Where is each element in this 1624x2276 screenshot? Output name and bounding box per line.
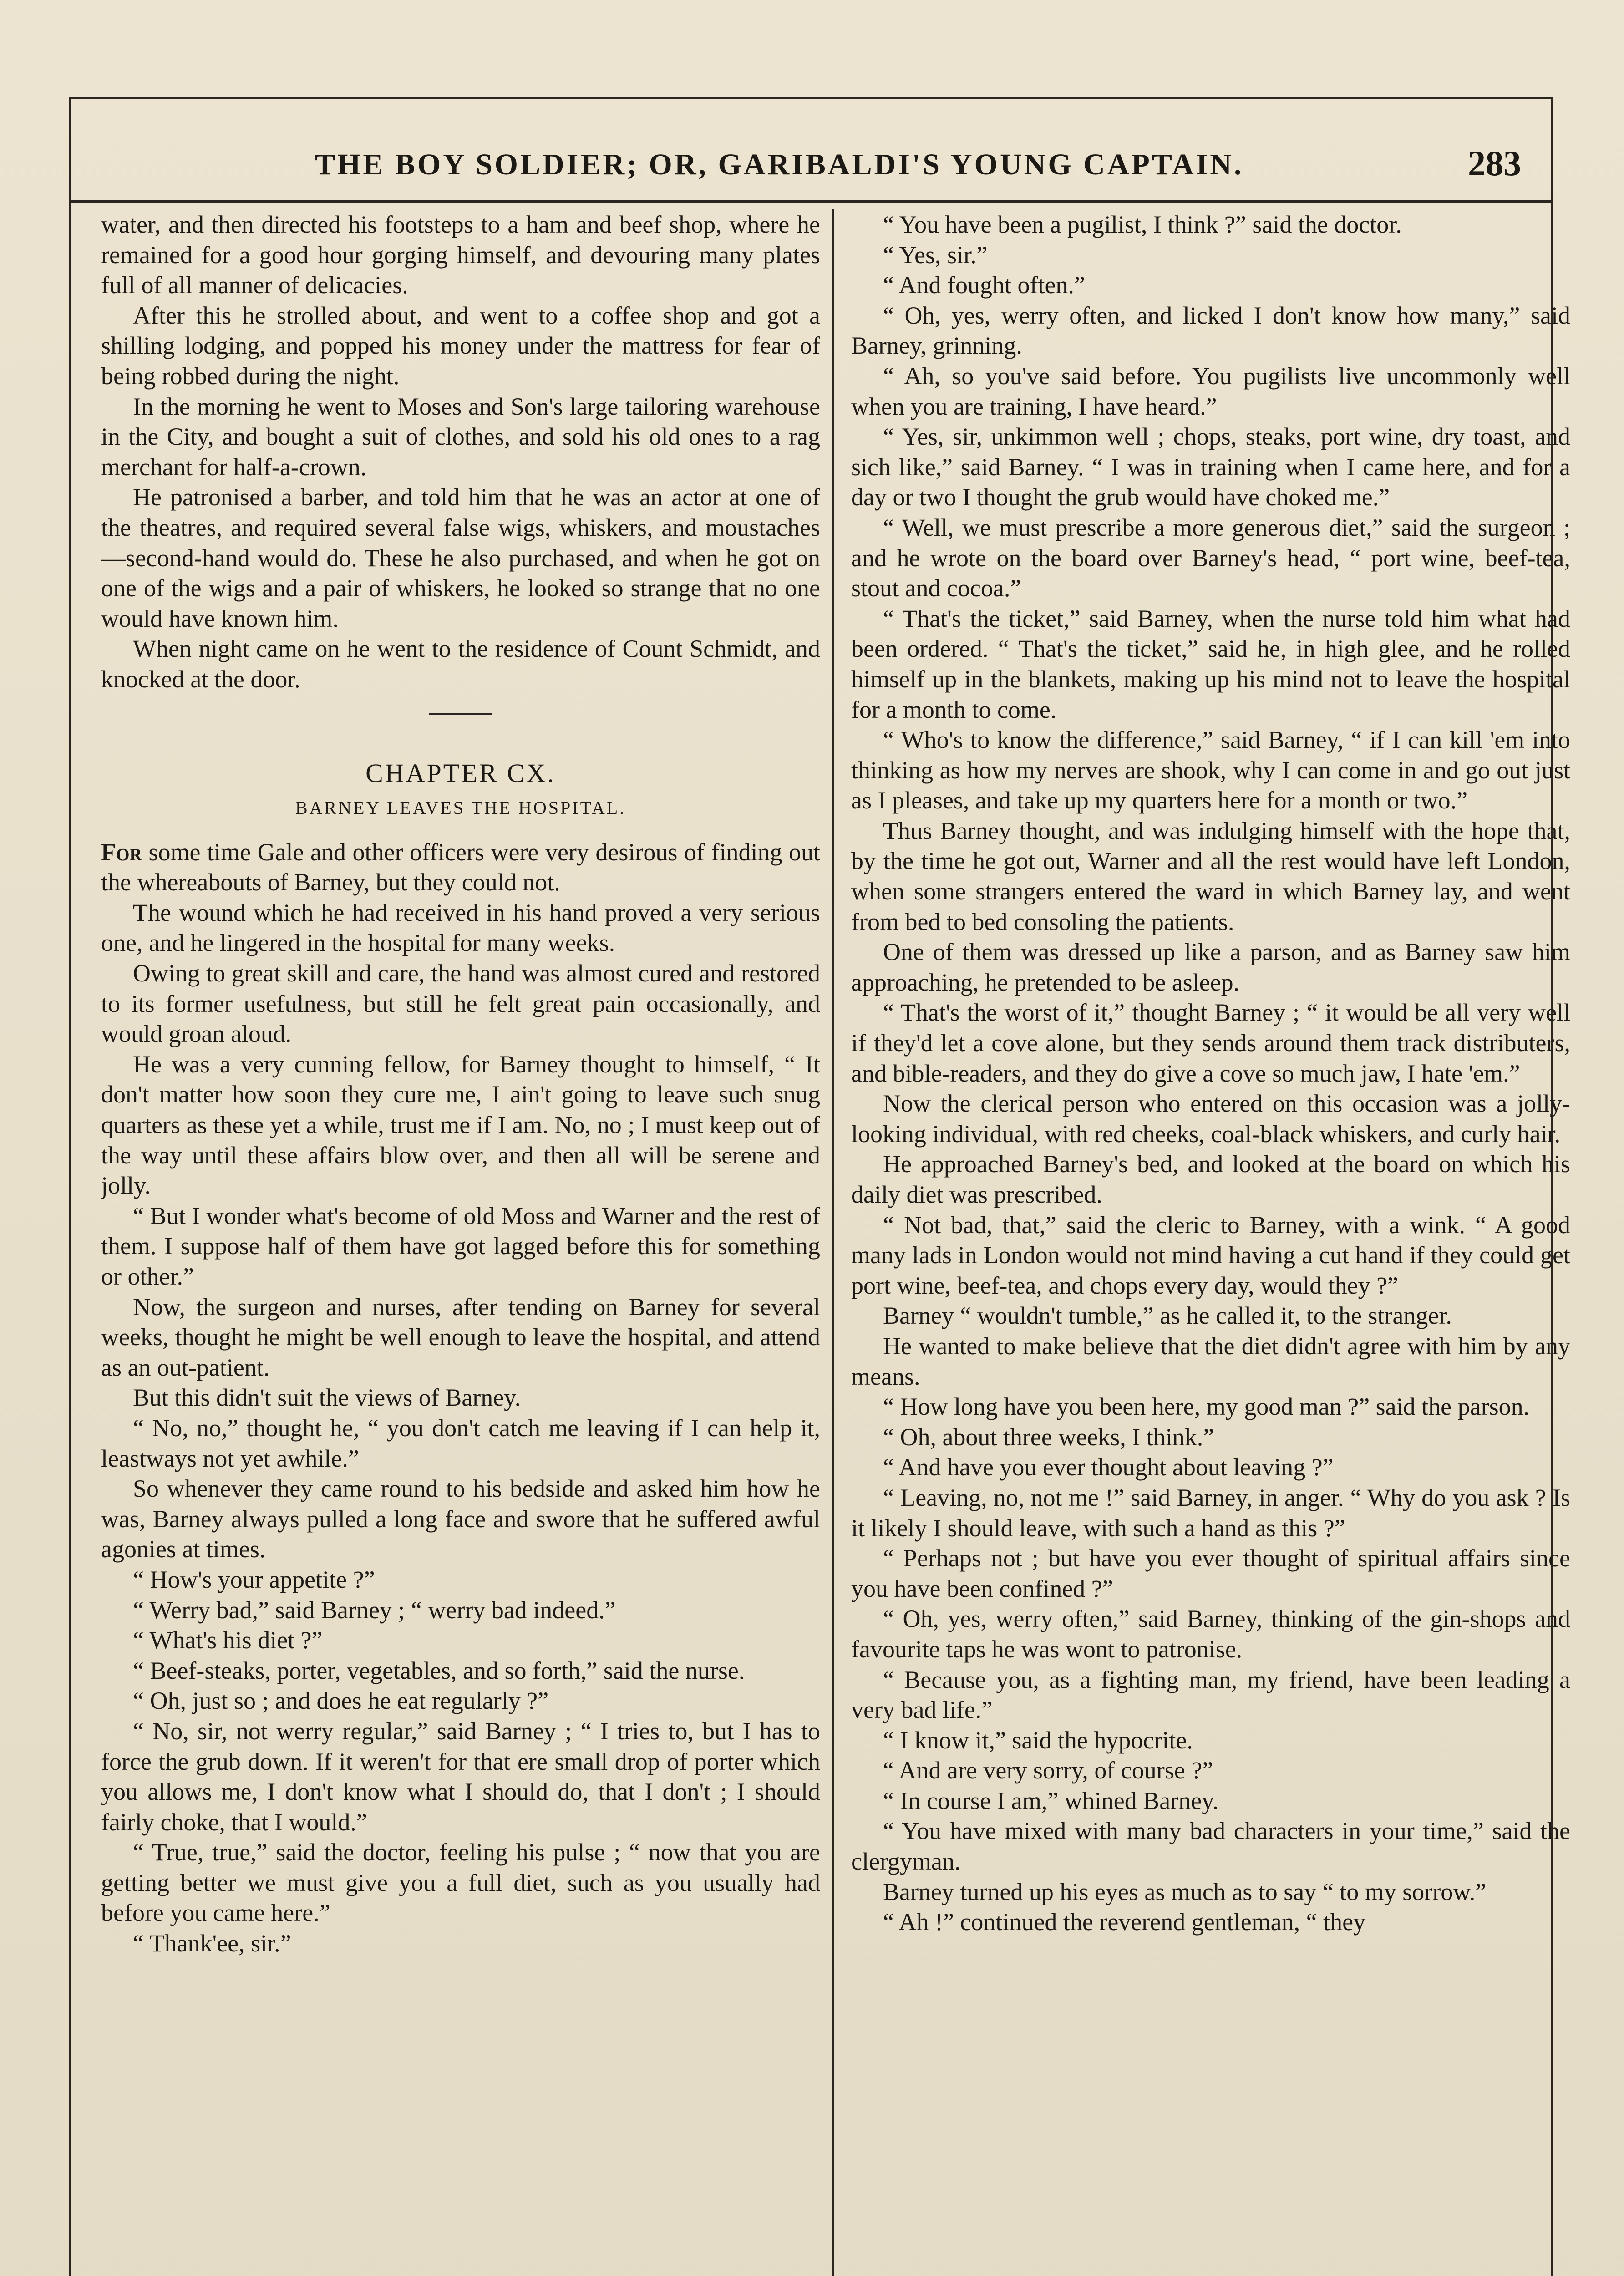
right-column xyxy=(851,209,1570,2276)
paragraph: Thus Barney thought, and was indulging himself with the hope that, by the time he got out, Warner and all the rest would have left London, when some strangers entered the ward in which Barney lay, and went from bed to bed consoling the patients. xyxy=(851,817,1570,935)
paragraph: “ You have been a pugilist, I think ?” said the doctor. xyxy=(883,211,1402,238)
chapter-subtitle: BARNEY LEAVES THE HOSPITAL. xyxy=(295,798,626,818)
paragraph: “ That's the ticket,” said Barney, when the nurse told him what had been ordered. “ That's the ticket,” said he, in high glee, and he rolled himself up in the blankets, making up his mind not to leave the hospital for a month to come. xyxy=(851,605,1570,723)
paragraph: “ Well, we must prescribe a more generous diet,” said the surgeon ; and he wrote on the board over Barney's head, “ port wine, beef-tea, stout and cocoa.” xyxy=(851,513,1570,602)
paragraph: “ In course I am,” whined Barney. xyxy=(883,1787,1219,1814)
running-title: THE BOY SOLDIER; OR, GARIBALDI'S YOUNG CAPTAIN. xyxy=(315,148,1244,181)
left-column xyxy=(101,209,820,2276)
paragraph: “ And are very sorry, of course ?” xyxy=(883,1757,1213,1784)
paragraph: He wanted to make believe that the diet didn't agree with him by any means. xyxy=(851,1332,1570,1390)
paragraph: “ Ah, so you've said before. You pugilists live uncommonly well when you are training, I have heard.” xyxy=(851,362,1570,420)
paragraph: “ Oh, yes, werry often,” said Barney, thinking of the gin-shops and favourite taps he was wont to patronise. xyxy=(851,1605,1570,1663)
paragraph: He approached Barney's bed, and looked at the board on which his daily diet was prescribed. xyxy=(851,1150,1570,1208)
paragraph: He was a very cunning fellow, for Barney thought to himself, “ It don't matter how soon they cure me, I ain't going to leave such snug quarters as these yet a while, trust me if I am. No, no ; I must keep out of the way until these affairs blow over, and then all will be serene and jolly. xyxy=(101,1050,820,1199)
column-divider xyxy=(832,209,834,2276)
paragraph: In the morning he went to Moses and Son's large tailoring warehouse in the City, and bought a suit of clothes, and sold his old ones to a rag merchant for half-a-crown. xyxy=(101,392,820,481)
paragraph: After this he strolled about, and went to a coffee shop and got a shilling lodging, and popped his money under the mattress for fear of being robbed during the night. xyxy=(101,301,820,390)
paragraph: “ Thank'ee, sir.” xyxy=(133,1930,291,1957)
paragraph: “ Oh, yes, werry often, and licked I don't know how many,” said Barney, grinning. xyxy=(851,301,1570,360)
paragraph: “ But I wonder what's become of old Moss and Warner and the rest of them. I suppose half of them have got lagged before this for something or other.” xyxy=(101,1202,820,1290)
paragraph: “ Yes, sir.” xyxy=(883,241,988,269)
paragraph: “ Yes, sir, unkimmon well ; chops, steaks, port wine, dry toast, and sich like,” said Barney. “ I was in training when I came here, and for a day or two I thought the grub would have choked me.” xyxy=(851,423,1570,511)
paragraph: Owing to great skill and care, the hand was almost cured and restored to its former usefulness, but still he felt great pain occasionally, and would groan aloud. xyxy=(101,960,820,1048)
paragraph: “ Who's to know the difference,” said Barney, “ if I can kill 'em into thinking as how my nerves are shook, why I can come in and go out just as I pleases, and take up my quarters here for a month or two.” xyxy=(851,726,1570,814)
paragraph: So whenever they came round to his bedside and asked him how he was, Barney always pulled a long face and swore that he suffered awful agonies at times. xyxy=(101,1475,820,1563)
paragraph: “ Perhaps not ; but have you ever thought of spiritual affairs since you have been confined ?” xyxy=(851,1544,1570,1602)
chapter-rule xyxy=(429,713,492,715)
paragraph: “ True, true,” said the doctor, feeling his pulse ; “ now that you are getting better we must give you a full diet, such as you usually had before you came here.” xyxy=(101,1839,820,1927)
paragraph: Barney turned up his eyes as much as to say “ to my sorrow.” xyxy=(883,1878,1487,1905)
chapter-break xyxy=(101,695,820,726)
paragraph: “ Because you, as a fighting man, my friend, have been leading a very bad life.” xyxy=(851,1666,1570,1724)
paragraph: “ No, no,” thought he, “ you don't catch me leaving if I can help it, leastways not yet awhile.” xyxy=(101,1414,820,1472)
header-rule xyxy=(69,200,1553,203)
paragraph: “ Leaving, no, not me !” said Barney, in anger. “ Why do you ask ? Is it likely I should leave, with such a hand as this ?” xyxy=(851,1483,1570,1542)
paragraph: water, and then directed his footsteps to a ham and beef shop, where he remained for a good hour gorging himself, and devouring many plates full of all manner of delicacies. xyxy=(101,211,820,299)
paragraph: “ Not bad, that,” said the cleric to Barney, with a wink. “ A good many lads in London would not mind having a cut hand if they could get port wine, beef-tea, and chops every day, would they ?” xyxy=(851,1211,1570,1299)
paragraph: “ I know it,” said the hypocrite. xyxy=(883,1726,1193,1754)
running-header xyxy=(69,137,1553,196)
paragraph: “ And fought often.” xyxy=(883,271,1085,299)
paragraph: He patronised a barber, and told him that he was an actor at one of the theatres, and required several false wigs, whiskers, and moustaches—second-hand would do. These he also purchased, and when he got on one of the wigs and a pair of whiskers, he looked so strange that no one would have known him. xyxy=(101,483,820,632)
paragraph: “ And have you ever thought about leaving ?” xyxy=(883,1453,1334,1481)
paragraph: Now, the surgeon and nurses, after tending on Barney for several weeks, thought he might be well enough to leave the hospital, and attend as an out-patient. xyxy=(101,1293,820,1381)
paragraph: “ Oh, about three weeks, I think.” xyxy=(883,1423,1214,1451)
paragraph: Now the clerical person who entered on this occasion was a jolly-looking individual, with red cheeks, coal-black whiskers, and curly hair. xyxy=(851,1090,1570,1148)
paragraph: “ Beef-steaks, porter, vegetables, and so forth,” said the nurse. xyxy=(133,1656,745,1684)
paragraph: “ No, sir, not werry regular,” said Barney ; “ I tries to, but I has to force the grub down. If it weren't for that ere small drop of porter which you allows me, I don't know what I should do, that I don't ; I should fairly choke, that I would.” xyxy=(101,1717,820,1836)
chapter-lead-word: For xyxy=(101,838,142,866)
paragraph-text: some time Gale and other officers were very desirous of finding out the whereabouts of Barney, but they could not. xyxy=(101,838,820,896)
paragraph: “ That's the worst of it,” thought Barney ; “ it would be all very well if they'd let a cove alone, but they sends around them track distributers, and bible-readers, and they do give a cove so much jaw, I hate 'em.” xyxy=(851,999,1570,1087)
paragraph: “ How long have you been here, my good man ?” said the parson. xyxy=(883,1393,1530,1421)
paragraph: “ Werry bad,” said Barney ; “ werry bad indeed.” xyxy=(133,1596,616,1624)
paragraph: “ How's your appetite ?” xyxy=(133,1565,375,1593)
page-number: 283 xyxy=(1468,143,1521,183)
paragraph: “ What's his diet ?” xyxy=(133,1626,323,1654)
paragraph: “ You have mixed with many bad characters in your time,” said the clergyman. xyxy=(851,1817,1570,1875)
paragraph: When night came on he went to the residence of Count Schmidt, and knocked at the door. xyxy=(101,635,820,693)
paragraph: But this didn't suit the views of Barney. xyxy=(133,1384,521,1412)
chapter-title: CHAPTER CX. xyxy=(365,758,556,788)
paragraph: “ Ah !” continued the reverend gentleman, “ they xyxy=(883,1908,1366,1936)
paragraph: The wound which he had received in his hand proved a very serious one, and he lingered in the hospital for many weeks. xyxy=(101,899,820,957)
paragraph: Barney “ wouldn't tumble,” as he called it, to the stranger. xyxy=(883,1302,1452,1330)
paragraph: “ Oh, just so ; and does he eat regularly ?” xyxy=(133,1687,549,1715)
paragraph xyxy=(101,837,820,898)
paragraph: One of them was dressed up like a parson, and as Barney saw him approaching, he pretended to be asleep. xyxy=(851,938,1570,996)
